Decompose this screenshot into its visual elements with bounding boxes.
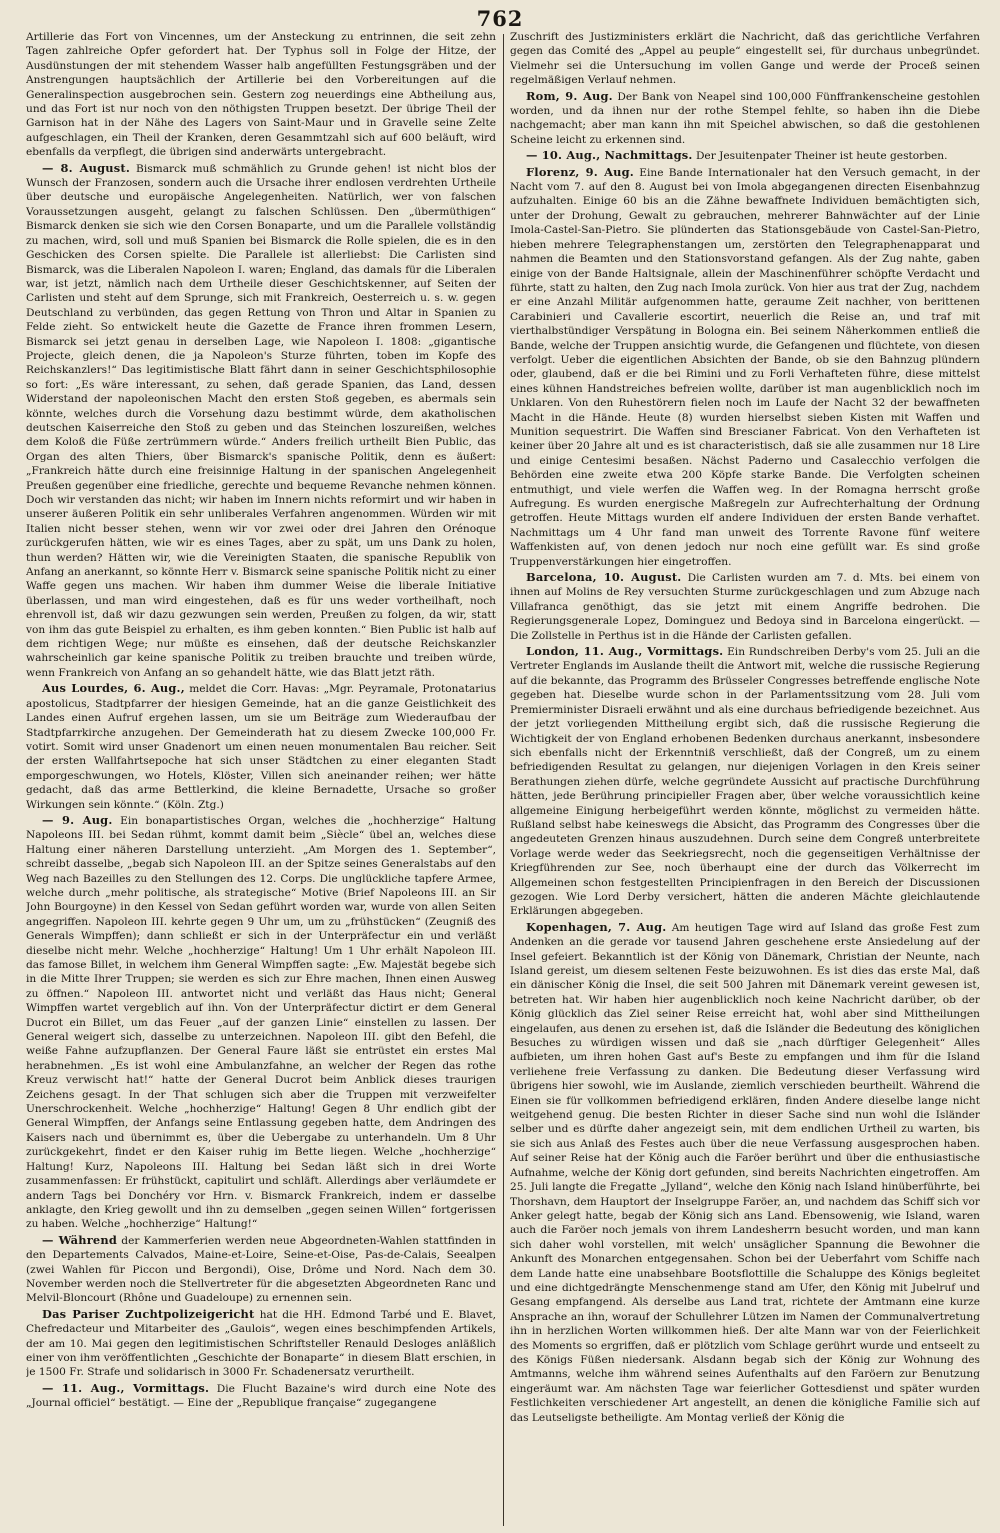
article-dateline: — 11. Aug., Vormittags.	[42, 1380, 210, 1395]
article-paragraph	[510, 165, 980, 569]
left-column	[26, 30, 496, 1526]
article-text: Ein bonapartistisches Organ, welches die „hochherzige“ Haltung Napoleons III. bei Sedan rühmt, kommt damit beim „Siècle“ übel an, welches diese Haltung einer näheren Darstellung unterzieht. „Am Morgen des 1. September“, schreibt dasselbe, „begab sich Napoleon III. an der Spitze seines Generalstabs auf den Weg nach Bazeilles zu den Stellungen des 12. Corps. Die unglückliche tapfere Armee, welche durch „mehr politische, als strategische“ Motive (Brief Napoleons III. an Sir John Bourgoyne) in den Kessel von Sedan geführt worden war, wurde von allen Seiten angegriffen. Napoleon III. kehrte gegen 9 Uhr um, um zu „frühstücken“ (Zeugniß des Generals Wimpffen); dann schließt er sich in der Unterpräfectur ein und verläßt dieselbe nicht mehr. Welche „hochherzige“ Haltung! Um 1 Uhr erhält Napoleon III. das famose Billet, in welchem ihm General Wimpffen sagte: „Ew. Majestät begebe sich in die Mitte Ihrer Truppen; sie werden es sich zur Ehre machen, Ihnen einen Ausweg zu öffnen.“ Napoleon III. antwortet nicht und verläßt das Haus nicht; General Wimpffen wartet vergeblich auf ihn. Von der Unterpräfectur dictirt er dem General Ducrot ein Billet, um das Feuer „auf der ganzen Linie“ einstellen zu lassen. Der General weigert sich, dasselbe zu unterzeichnen. Napoleon III. gibt den Befehl, die weiße Fahne aufzupflanzen. Der General Faure läßt sie entrüstet ein erstes Mal herabnehmen. „Es ist wohl eine Ambulanzfahne, an welcher der Regen das rothe Kreuz verwischt hat!“ hatte der General Ducrot beim Anblick dieses traurigen Zeichens gesagt. In der That schlugen sich aber die Truppen mit verzweifelter Unerschrockenheit. Welche „hochherzige“ Haltung! Gegen 8 Uhr endlich gibt der General Wimpffen, der Anfangs seine Entlassung gegeben hatte, dem Andringen des Kaisers nach und übernimmt es, über die Uebergabe zu unterhandeln. Um 8 Uhr zurückgekehrt, findet er den Kaiser ruhig im Bette liegen. Welche „hochherzige“ Haltung! Kurz, Napoleons III. Haltung bei Sedan läßt sich in drei Worte zusammenfassen: Er frühstückt, capitulirt und schläft. Allerdings aber verläumdete er andern Tags bei Donchéry vor Hrn. v. Bismarck Frankreich, indem er dasselbe anklagte, den Krieg gewollt und ihn zu demselben „gegen seinen Willen“ fortgerissen zu haben. Welche „hochherzige“ Haltung!“	[26, 814, 496, 1231]
article-paragraph	[510, 644, 980, 919]
article-text: Am heutigen Tage wird auf Island das große Fest zum Andenken an die gerade vor tausend Jahren geschehene erste Ansiedelung auf der Insel gefeiert. Bekanntlich ist der König von Dänemark, Christian der Neunte, nach Island gereist, um diesem seltenen Feste beizuwohnen. Es ist dies das erste Mal, daß ein dänischer König die Insel, die seit 500 Jahren mit Dänemark vereint gewesen ist, betreten hat. Wir haben hier augenblicklich noch keine Nachricht darüber, ob der König glücklich das Ziel seiner Reise erreicht hat, wohl aber sind Mittheilungen eingelaufen, aus denen zu ersehen ist, daß die Isländer die Bedeutung des königlichen Besuches zu würdigen wissen und daß sie „nach dürftiger Gelegenheit“ Alles aufbieten, um ihren hohen Gast auf's Beste zu empfangen und ihm für die Island verliehene freie Verfassung zu danken. Die Bedeutung dieser Verfassung wird übrigens hier sowohl, wie im Auslande, ziemlich verschieden beurtheilt. Während die Einen sie für vollkommen befriedigend erklären, finden Andere dieselbe lange nicht weitgehend genug. Die besten Richter in dieser Sache sind nun wohl die Isländer selber und es dürfte daher angezeigt sein, mit dem endlichen Urtheil zu warten, bis sie sich aus Anlaß des Festes auch über die neue Verfassung ausgesprochen haben. Auf seiner Reise hat der König auch die Faröer berührt und über die enthusiastische Aufnahme, welche der König dort gefunden, sind bereits Nachrichten eingetroffen. Am 25. Juli langte die Fregatte „Jylland“, welche den König nach Island hinüberführte, bei Thorshavn, dem Hauptort der Inselgruppe Faröer, an, und nachdem das Schiff sich vor Anker gelegt hatte, begab der König sich ans Land. Ebensowenig, wie Island, waren auch die Faröer noch jemals von ihrem Landesherrn besucht worden, und man kann sich daher wohl vorstellen, mit welch' unsäglicher Spannung die Bewohner die Ankunft des Monarchen entgegensahen. Schon bei der Ueberfahrt vom Schiffe nach dem Lande hatte eine unabsehbare Bootsflottille die Schaluppe des Königs begleitet und eine dichtgedrängte Menschenmenge stand am Ufer, den König mit Jubelruf und Gesang empfangend. Als derselbe aus Land trat, richtete der Amtmann eine kurze Ansprache an ihn, worauf der Schullehrer Lützen im Namen der Communalvertretung ihn in herzlichen Worten willkommen hieß. Der alte Mann war von der Feierlichkeit des Moments so ergriffen, daß er plötzlich vom Schlage gerührt wurde und entseelt zu des Königs Füßen niedersank. Alsdann begab sich der König zur Wohnung des Amtmanns, welche ihm während seines Aufenthalts auf den Faröern zur Benutzung eingeräumt war. Am nächsten Tage war feierlicher Gottesdienst und später wurden Festlichkeiten verschiedener Art angestellt, an denen die königliche Familie sich auf das Leutseligste betheiligte. Am Montag verließ der König die	[510, 921, 980, 1424]
article-dateline: Kopenhagen, 7. Aug.	[526, 919, 667, 934]
columns	[26, 30, 980, 1526]
article-dateline: London, 11. Aug., Vormittags.	[526, 644, 724, 659]
article-dateline: — 8. August.	[42, 160, 130, 175]
article-paragraph	[26, 1307, 496, 1380]
article-paragraph	[26, 1381, 496, 1411]
article-paragraph	[510, 30, 980, 88]
article-text: Der Bank von Neapel sind 100,000 Fünffrankenscheine gestohlen worden, und da ihnen nur der rothe Stempel fehlte, so haben ihn die Diebe nachgemacht; aber man kann ihn mit Speichel abwischen, so daß die gestohlenen Scheine leicht zu erkennen sind.	[510, 90, 980, 146]
column-divider	[503, 34, 504, 1526]
article-dateline: Rom, 9. Aug.	[526, 88, 613, 103]
article-text: Ein Rundschreiben Derby's vom 25. Juli an die Vertreter Englands im Auslande theilt die Antwort mit, welche die russische Regierung auf die bekannte, das Programm des Brüsseler Congresses betreffende englische Note gegeben hat. Dieselbe wurde schon in der Parlamentssitzung vom 28. Juli vom Premierminister Disraeli erwähnt und als eine durchaus befriedigende bezeichnet. Aus der jetzt vorliegenden Mittheilung ergibt sich, daß die russische Regierung die Wichtigkeit der von England erhobenen Bedenken durchaus anerkannt, insbesondere sich ebenfalls nicht der Erkenntniß verschließt, daß der Congreß, um zu einem befriedigenden Resultat zu gelangen, nur diejenigen Vorlagen in den Kreis seiner Berathungen ziehen dürfe, welche gegründete Aussicht auf practische Durchführung hätten, jede Berührung principieller Fragen aber, über welche voraussichtlich keine allgemeine Einigung herbeigeführt werden könnte, möglichst zu vermeiden hätte. Rußland selbst habe keineswegs die Absicht, das Programm des Congresses über die angedeuteten Grenzen hinaus auszudehnen. Durch seine dem Congreß unterbreitete Vorlage werde weder das Seekriegsrecht, noch die gegenseitigen Verhältnisse der Kriegführenden zur See, noch überhaupt eine der durch das Völkerrecht im Allgemeinen schon festgestellten Principienfragen in den Bereich der Discussionen gezogen. Wie Lord Derby versichert, hätten die anderen Mächte gleichlautende Erklärungen abgegeben.	[510, 646, 980, 918]
article-paragraph	[26, 813, 496, 1232]
article-text: meldet die Corr. Havas: „Mgr. Peyramale, Protonatarius apostolicus, Stadtpfarrer der hiesigen Gemeinde, hat an die ganze Geistlichkeit des Landes einen Aufruf ergehen lassen, um sie um Beiträge zum Wiederaufbau der Stadtpfarrkirche anzugehen. Der Gemeinderath hat zu diesem Zwecke 100,000 Fr. votirt. Somit wird unser Gnadenort um einen neuen monumentalen Bau reicher. Seit der ersten Wallfahrtsepoche hat sich unser Städtchen zu einer eleganten Stadt emporgeschwungen, wo Hotels, Klöster, Villen sich aneinander reihen; wer hätte gedacht, daß das arme Bettlerkind, die kleine Bernadette, Ursache so großer Wirkungen sein könnte.“ (Köln. Ztg.)	[26, 683, 496, 811]
article-text: Eine Bande Internationaler hat den Versuch gemacht, in der Nacht vom 7. auf den 8. August bei von Imola abgegangenen directen Eisenbahnzug aufzuhalten. Einige 60 bis an die Zähne bewaffnete Individuen bemächtigten sich, unter der Drohung, Gewalt zu gebrauchen, mehrerer Bahnwächter auf der Linie Imola-Castel-San-Pietro. Sie plünderten das Stationsgebäude von Castel-San-Pietro, hieben mehrere Telegraphenstangen um, zerstörten den Telegraphenapparat und nahmen die Beamten und den Stationsvorstand gefangen. Als der Zug nahte, gaben einige von der Bande Haltsignale, allein der Maschinenführer schöpfte Verdacht und führte, statt zu halten, den Zug nach Imola zurück. Von hier aus trat der Zug, nachdem er eine Anzahl Militär aufgenommen hatte, geraume Zeit nachher, von berittenen Carabinieri und Cavallerie escortirt, neuerlich die Reise an, und traf mit vierthalbstündiger Verspätung in Bologna ein. Bei seinem Näherkommen entließ die Bande, welche der Truppen ansichtig wurde, die Gefangenen und flüchtete, von diesen verfolgt. Ueber die eigentlichen Absichten der Bande, ob sie den Bahnzug plündern oder, glaubend, daß er die bei Rimini und zu Forli Verhafteten führe, diese mittelst eines kühnen Handstreiches befreien wollte, darüber ist man augenblicklich noch im Unklaren. Von den Ruhestörern fielen noch im Laufe der Nacht 32 der bewaffneten Macht in die Hände. Heute (8) wurden hierselbst sieben Kisten mit Waffen und Munition sequestrirt. Die Waffen sind Brescianer Fabricat. Von den Verhafteten ist keiner über 20 Jahre alt und es ist characteristisch, daß sie alle zusammen nur 18 Lire und einige Centesimi besaßen. Nächst Paderno und Casalecchio verfolgen die Behörden eine zweite etwa 200 Köpfe starke Bande. Die Verfolgten scheinen entmuthigt, und viele werfen die Waffen weg. In der Romagna herrscht große Aufregung. Es wurden energische Maßregeln zur Aufrechterhaltung der Ordnung getroffen. Heute Mittags wurden elf andere Individuen der ersten Bande verhaftet. Nachmittags um 4 Uhr fand man unweit des Torrente Ravone fünf weitere Waffenkisten auf, von denen jedoch nur noch eine gefüllt war. Es sind große Truppenverstärkungen hier eingetroffen.	[510, 166, 980, 568]
article-paragraph	[510, 148, 980, 163]
article-text: hat die HH. Edmond Tarbé und E. Blavet, Chefredacteur und Mitarbeiter des „Gaulois“, wegen eines beschimpfenden Artikels, der am 10. Mai gegen den legitimistischen Schriftsteller Renauld Desloges anläßlich einer von ihm veröffentlichten „Geschichte der Bonaparte“ in diesem Blatt erschien, in je 1500 Fr. Strafe und solidarisch in 3000 Fr. Schadenersatz verurtheilt.	[26, 1308, 496, 1379]
article-dateline: Das Pariser Zuchtpolizeigericht	[42, 1306, 255, 1321]
article-dateline: — 10. Aug., Nachmittags.	[526, 148, 693, 163]
article-paragraph	[26, 30, 496, 160]
article-paragraph	[510, 89, 980, 148]
page-number: 762	[476, 6, 524, 31]
article-paragraph	[26, 681, 496, 812]
article-text: Artillerie das Fort von Vincennes, um der Ansteckung zu entrinnen, die seit zehn Tagen zahlreiche Opfer gefordert hat. Der Typhus soll in Folge der Hitze, der Ausdünstungen der mit stehendem Wasser halb angefüllten Festungsgräben und der Anstrengungen hauptsächlich der Artillerie bei den Vorbereitungen auf die Generalinspection ausgebrochen sein. Gestern zog neuerdings eine Abtheilung aus, und das Fort ist nur noch von den nöthigsten Truppen besetzt. Der übrige Theil der Garnison hat in der Nähe des Lagers von Saint-Maur und in Gravelle seine Zelte aufgeschlagen, ein Theil der Kranken, deren Gesammtzahl sich auf 600 beläuft, wird ebenfalls da verpflegt, die übrigen sind anderwärts untergebracht.	[26, 31, 496, 159]
article-text: der Kammerferien werden neue Abgeordneten-Wahlen stattfinden in den Departements Calvados, Maine-et-Loire, Seine-et-Oise, Pas-de-Calais, Seealpen (zwei Wahlen für Piccon und Bergondi), Oise, Drôme und Nord. Nach dem 30. November werden noch die Stellvertreter für die abgesetzten Abgeordneten Ranc und Melvil-Bloncourt (Rhône und Guadeloupe) zu ernennen sein.	[26, 1234, 496, 1305]
article-text: Der Jesuitenpater Theiner ist heute gestorben.	[695, 150, 948, 163]
article-text: Die Flucht Bazaine's wird durch eine Note des „Journal officiel“ bestätigt. — Eine der „Republique française“ zugegangene	[26, 1382, 496, 1410]
article-dateline: Aus Lourdes, 6. Aug.,	[42, 681, 185, 696]
article-dateline: — Während	[42, 1232, 118, 1247]
article-text: Die Carlisten wurden am 7. d. Mts. bei einem von ihnen auf Molins de Rey versuchten Sturme zurückgeschlagen und zum Abzuge nach Villafranca genöthigt, das sie jetzt mit einem Angriffe bedrohen. Die Regierungsgenerale Lopez, Dominguez und Bedoya sind in Barcelona eingerückt. — Die Zollstelle in Perthus ist in die Hände der Carlisten gefallen.	[510, 572, 980, 642]
article-paragraph	[26, 1233, 496, 1306]
article-text: Zuschrift des Justizministers erklärt die Nachricht, daß das gerichtliche Verfahren gegen das Comité des „Appel au peuple“ eingestellt sei, für durchaus unbegründet. Vielmehr sei die Untersuchung im vollen Gange und werde der Proceß seinen regelmäßigen Verlauf nehmen.	[510, 31, 980, 87]
article-dateline: — 9. Aug.	[42, 812, 113, 827]
article-text: Bismarck muß schmählich zu Grunde gehen! ist nicht blos der Wunsch der Franzosen, sondern auch die Ursache ihrer endlosen verdrehten Urtheile über deutsche und europäische Angelegenheiten. Natürlich, wer von falschen Voraussetzungen ausgeht, gelangt zu falschen Schlüssen. Den „übermüthigen“ Bismarck denken sie sich wie den Corsen Bonaparte, und um die Parallele vollständig zu machen, wird, soll und muß Spanien bei Bismarck die Rolle spielen, die es in den Geschicken des Corsen spielte. Die Parallele ist allerliebst: Die Carlisten sind Bismarck, was die Liberalen Napoleon I. waren; England, das damals für die Liberalen war, ist jetzt, nämlich nach dem Urtheile dieser Geschichtskenner, auf Seiten der Carlisten und steht auf dem Sprunge, sich mit Frankreich, Oesterreich u. s. w. gegen Deutschland zu verbünden, das gegen Rettung von Thron und Altar in Spanien zu Felde zieht. So entwickelt heute die Gazette de France ihren frommen Lesern, Bismarck sei jetzt genau in derselben Lage, wie Napoleon I. 1808: „gigantische Projecte, gleich denen, die ja Napoleon's Sturze führten, toben im Kopfe des Reichskanzlers!“ Das legitimistische Blatt fährt dann in seiner Geschichtsphilosophie so fort: „Es wäre interessant, zu sehen, daß gerade Spanien, das Land, dessen Widerstand der napoleonischen Macht den ersten Stoß gegeben, es abermals sein könnte, welches durch die Vorsehung dazu bestimmt würde, dem akatholischen deutschen Kaiserreiche den Stoß zu geben und das Steinchen loszureißen, welches dem Koloß die Füße zertrümmern würde.“ Anders freilich urtheilt Bien Public, das Organ des alten Thiers, über Bismarck's spanische Politik, denn es äußert: „Frankreich hätte durch eine freisinnige Haltung in der spanischen Angelegenheit Preußen gegenüber eine friedliche, gerechte und bequeme Revanche nehmen können. Doch wir verstanden das nicht; wir haben im Innern nichts reformirt und wir haben in unserer äußeren Politik ein sehr unliberales Verfahren angenommen. Würden wir mit Italien nicht besser stehen, wenn wir vor zwei oder drei Jahren den Orénoque zurückgerufen hätten, wie wir es eines Tages, aber zu spät, um uns Dank zu holen, thun werden? Hätten wir, wie die Vereinigten Staaten, die spanische Republik von Anfang an anerkannt, so könnte Herr v. Bismarck seine spanische Politik nicht zu einer Waffe gegen uns machen. Wir haben ihm dummer Weise die liberale Initiative überlassen, und man wird eingestehen, daß es für uns weder vortheilhaft, noch ehrenvoll ist, daß wir dazu gezwungen sein werden, Preußen zu folgen, da wir, statt von ihm das gute Beispiel zu erhalten, es ihm geben konnten.“ Bien Public ist halb auf dem richtigen Wege; nur müßte es einsehen, daß der deutsche Reichskanzler wahrscheinlich gar keine spanische Politik zu treiben brauchte und treiben würde, wenn Frankreich von Anfang an so gehandelt hätte, wie das Blatt jetzt räth.	[26, 162, 496, 679]
article-paragraph	[26, 161, 496, 681]
article-paragraph	[510, 920, 980, 1425]
article-dateline: Florenz, 9. Aug.	[526, 164, 634, 179]
article-dateline: Barcelona, 10. August.	[526, 570, 682, 585]
right-column	[510, 30, 980, 1526]
article-paragraph	[510, 570, 980, 643]
